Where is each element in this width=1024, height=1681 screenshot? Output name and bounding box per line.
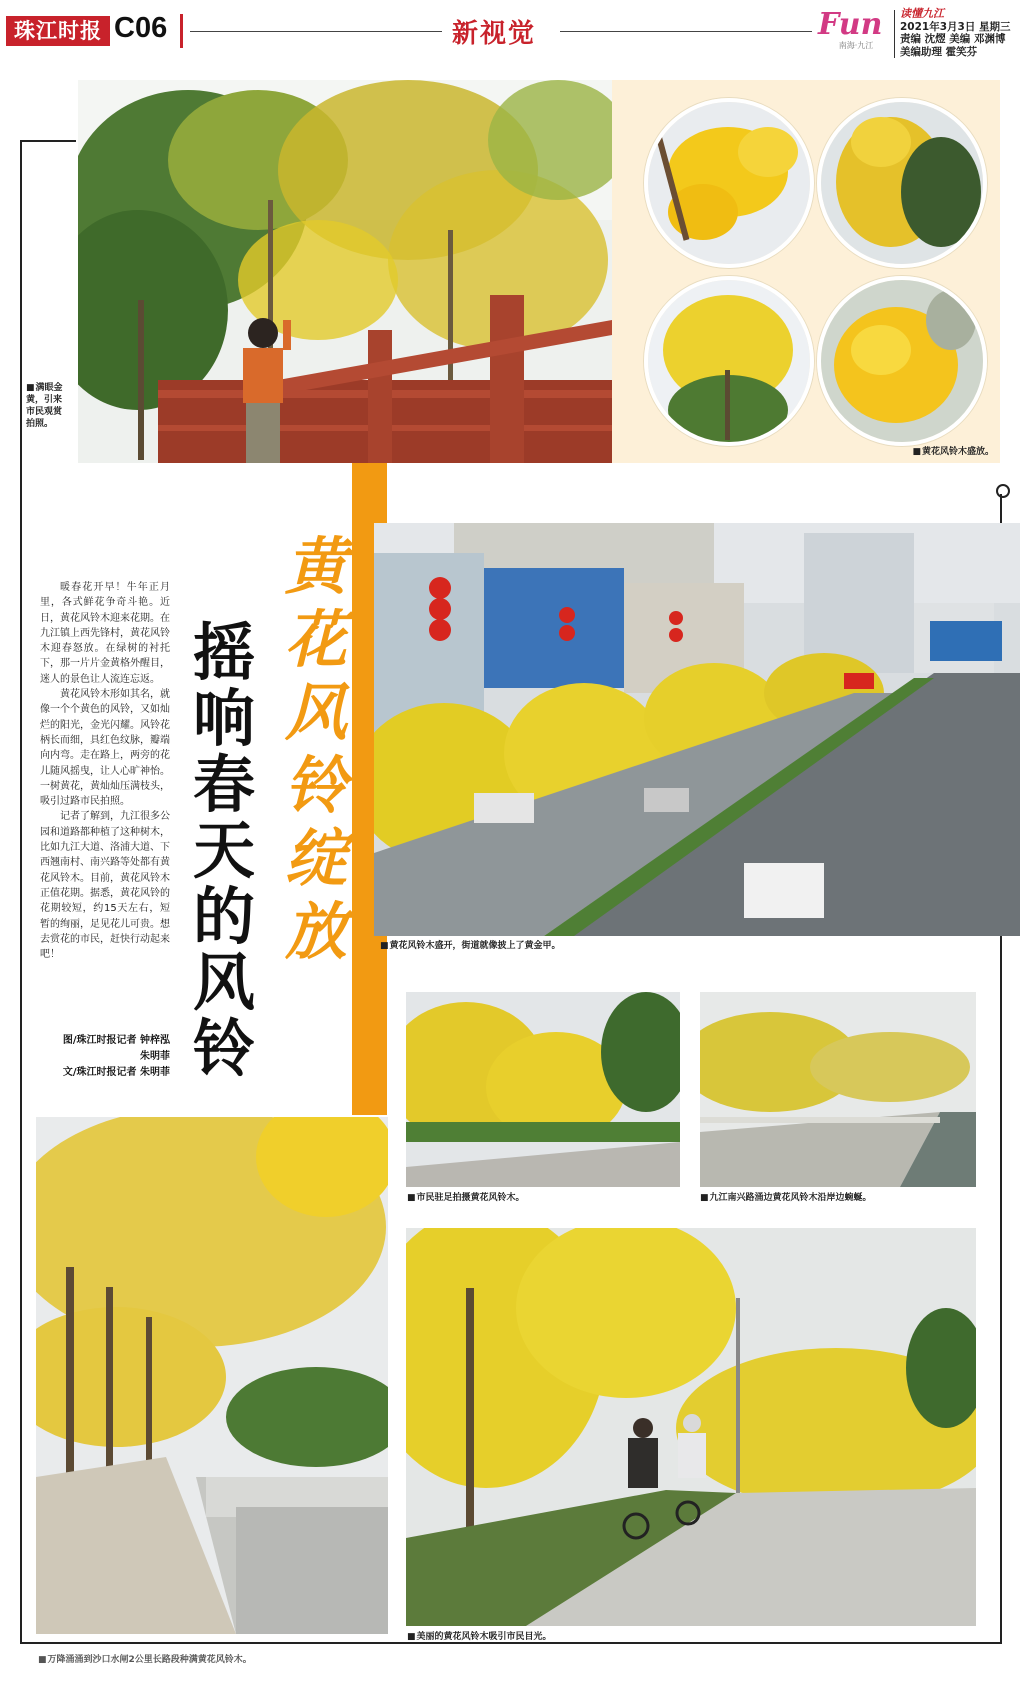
photo-riverside-walkway — [36, 1117, 388, 1634]
header-rule-left — [190, 31, 442, 32]
editors-line-1: 责编 沈熤 美编 邓渊博 — [900, 33, 1006, 45]
credits — [40, 1033, 170, 1081]
article-paragraph: 暖春花开早！牛年正月里，各式鲜花争奇斗艳。近日，黄花风铃木迎来花期。在九江镇上西先锋村，黄花风铃木迎春怒放。在绿树的衬托下，那一片片金黄格外醒目，迷人的景色让人流连忘返。 — [40, 582, 170, 685]
circles-panel — [612, 80, 1000, 463]
credit-photo: 图/珠江时报记者 钟梓泓 — [62, 1035, 170, 1046]
caption-street: ■ 黄花风铃木盛开，街道就像披上了黄金甲。 — [380, 940, 561, 952]
article-subtitle: 摇响春天的风铃 — [192, 616, 255, 1085]
title-calligraphy: 黄花风铃绽放 — [284, 530, 347, 968]
caption-bottom-left: ■ 万降涌涌到沙口水闸2公里长路段种满黄花风铃木。 — [38, 1654, 252, 1666]
frame-pin — [996, 484, 1010, 498]
caption-top-left: ■ 满眼金黄，引来市民观赏拍照。 — [26, 382, 70, 430]
caption-bottom-right: ■ 美丽的黄花风铃木吸引市民目光。 — [407, 1631, 552, 1643]
frame-left — [20, 140, 22, 1644]
credit-photo-2: 朱明菲 — [140, 1051, 170, 1062]
photo-river-bank — [700, 992, 976, 1187]
slogan: 读懂九江 — [900, 7, 944, 20]
brand-logo-sub: 南海·九江 — [838, 41, 874, 50]
photo-street — [374, 523, 1020, 936]
section-title: 新视觉 — [452, 19, 537, 49]
photo-cyclists — [406, 1228, 976, 1626]
photo-woman-on-bridge — [78, 80, 612, 463]
circle-photo-1 — [644, 98, 814, 268]
article-paragraph: 黄花风铃木形如其名，就像一个个黄色的风铃，又如灿烂的阳光，金光闪耀。风铃花柄长而细，具红色纹脉，瓣端向内弯。走在路上，两旁的花儿随风摇曳，让人心旷神怡。一树黄花，黄灿灿压满枝头，吸引过路市民拍照。 — [40, 689, 170, 808]
circle-photo-2 — [817, 98, 987, 268]
header-red-bar — [180, 14, 183, 48]
masthead-logo: 珠江时报 — [6, 16, 110, 46]
circle-photo-3 — [644, 276, 814, 446]
frame-top-stub — [20, 140, 76, 142]
circle-photo-4 — [817, 276, 987, 446]
article-paragraph: 记者了解到，九江很多公园和道路都种植了这种树木，比如九江大道、洛浦大道、下西翘南村、南兴路等处都有黄花风铃木。目前，黄花风铃木正值花期。据悉，黄花风铃的花期较短，约15天左右，短暂的绚丽，足见花儿可贵。想去赏花的市民，赶快行动起来吧！ — [40, 811, 170, 961]
brand-logo-text: Fun — [818, 7, 883, 42]
caption-circles: ■ 黄花风铃木盛放。 — [912, 446, 994, 458]
issue-date: 2021年3月3日 星期三 — [900, 20, 1011, 33]
article-body — [40, 580, 170, 962]
header-divider — [894, 10, 895, 58]
header-rule-right — [560, 31, 812, 32]
editors-line-2: 美编助理 霍笑芬 — [900, 45, 978, 58]
issue-info — [900, 8, 1011, 58]
brand-logo — [818, 7, 894, 56]
caption-mid-right: ■ 九江南兴路涌边黄花风铃木沿岸边蜿蜒。 — [700, 1192, 872, 1204]
page-number: C06 — [114, 12, 168, 44]
caption-mid-left: ■ 市民驻足拍摄黄花风铃木。 — [407, 1192, 525, 1204]
photo-citizens-filming — [406, 992, 680, 1187]
credit-text: 文/珠江时报记者 朱明菲 — [62, 1067, 170, 1078]
